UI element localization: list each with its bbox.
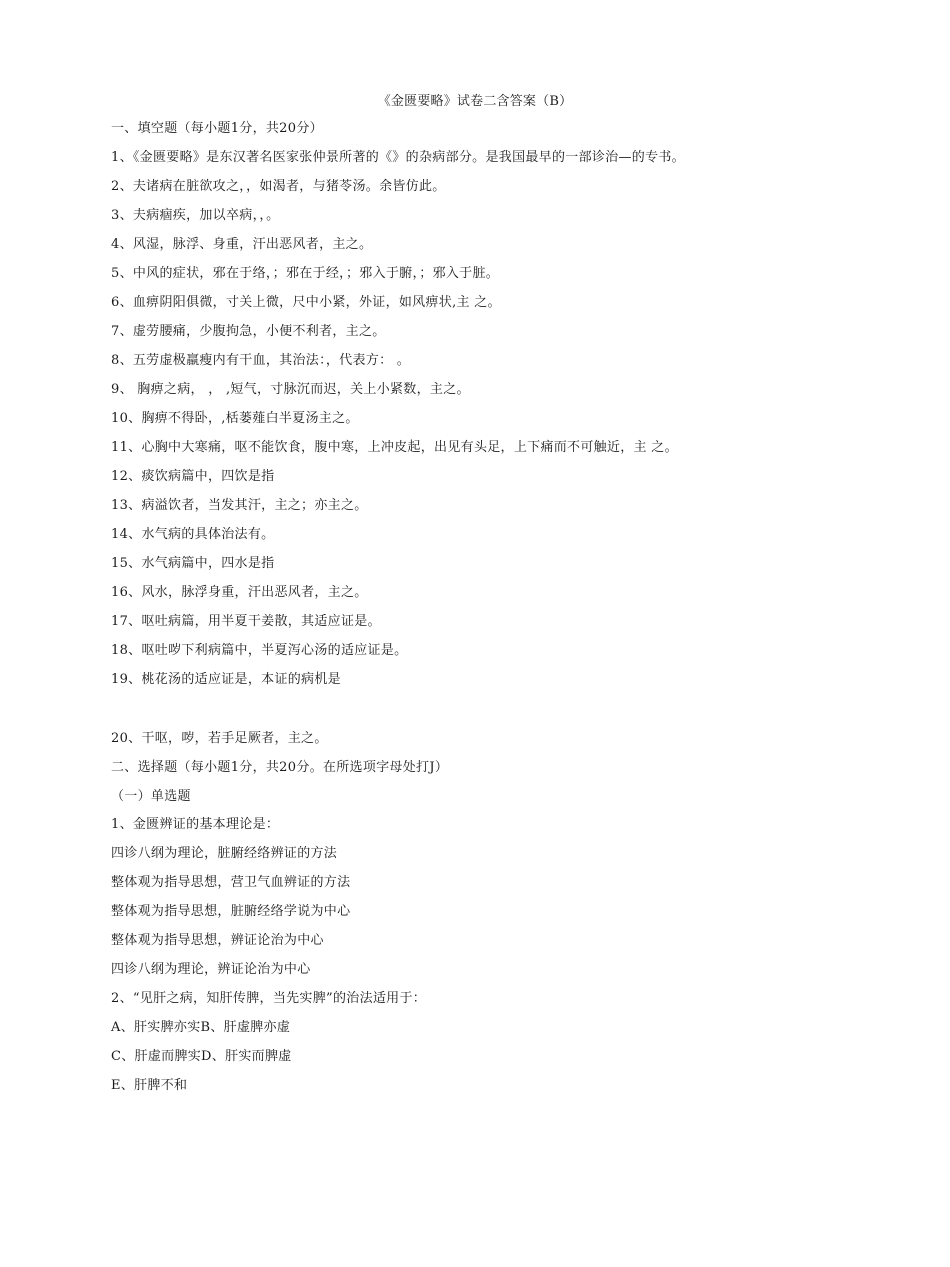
question-item: 14、水气病的具体治法有。	[111, 527, 275, 542]
question-item: 15、水气病篇中，四水是指	[111, 556, 275, 571]
choice-option: 四诊八纲为理论，脏腑经络辨证的方法	[111, 845, 338, 861]
choice-option: A、肝实脾亦实B、肝虚脾亦虚	[111, 1019, 291, 1035]
choice-question: 1、金匮辨证的基本理论是：	[111, 816, 280, 832]
document-body	[111, 119, 911, 1105]
subsection-heading-single-choice: （一）单选题	[111, 789, 191, 804]
choice-option: 整体观为指导思想，脏腑经络学说为中心	[111, 903, 351, 919]
question-item: 16、风水，脉浮身重，汗出恶风者，主之。	[111, 585, 368, 600]
choice-option-list	[111, 844, 911, 989]
question-item: 5、中风的症状，邪在于络，；邪在于经，；邪入于腑，；邪入于脏。	[111, 266, 500, 281]
choice-option: C、肝虚而脾实D、肝实而脾虚	[111, 1048, 292, 1064]
choice-question: 2、“见肝之病，知肝传脾，当先实脾”的治法适用于：	[111, 990, 427, 1006]
choice-option: 整体观为指导思想，辨证论治为中心	[111, 932, 324, 948]
question-item: 6、血痹阴阳俱微，寸关上微，尺中小紧，外证，如风痹状,主 之。	[111, 295, 501, 310]
choice-option: 四诊八纲为理论，辨证论治为中心	[111, 961, 311, 977]
choice-option-list	[111, 1018, 911, 1105]
question-item: 1、《金匮要略》是东汉著名医家张仲景所著的《》的杂病部分。是我国最早的一部诊治—的专书。	[111, 150, 685, 165]
blank-space	[111, 699, 911, 729]
document-title: 《金匮要略》试卷二含答案（B）	[377, 94, 573, 109]
question-item: 3、夫病痼疾，加以卒病，，。	[111, 208, 280, 223]
question-item: 2、夫诸病在脏欲攻之，，如渴者，与猪苓汤。余皆仿此。	[111, 179, 446, 194]
question-item: 12、痰饮病篇中，四饮是指	[111, 469, 275, 484]
question-item: 4、风湿，脉浮、身重，汗出恶风者，主之。	[111, 237, 373, 252]
question-item: 20、干呕，哕，若手足厥者，主之。	[111, 731, 328, 746]
question-item: 18、呕吐哕下利病篇中，半夏泻心汤的适应证是。	[111, 643, 408, 658]
choice-option: 整体观为指导思想，营卫气血辨证的方法	[111, 874, 351, 890]
question-item: 7、虚劳腰痛，少腹拘急，小便不利者，主之。	[111, 324, 386, 339]
question-item: 10、胸痹不得卧，,栝蒌薤白半夏汤主之。	[111, 411, 359, 426]
fill-in-question-list	[111, 148, 911, 758]
section-heading-fill-in: 一、填空题（每小题1分，共20分）	[111, 121, 323, 136]
question-item: 13、病溢饮者，当发其汗，主之；亦主之。	[111, 498, 368, 513]
question-item: 11、心胸中大寒痛，呕不能饮食，腹中寒，上冲皮起，出见有头足，上下痛而不可触近，主 之。	[111, 440, 678, 455]
choice-option: E、肝脾不和	[111, 1077, 188, 1093]
section-heading-multiple-choice: 二、选择题（每小题1分，共20分。在所选项字母处打J）	[111, 760, 449, 775]
question-item: 8、五劳虚极羸瘦内有干血，其治法：，代表方： 。	[111, 353, 411, 368]
question-item: 19、桃花汤的适应证是，本证的病机是	[111, 672, 341, 687]
question-item: 17、呕吐病篇，用半夏干姜散，其适应证是。	[111, 614, 381, 629]
question-item: 9、 胸痹之病， ， ,短气，寸脉沉而迟，关上小紧数，主之。	[111, 382, 470, 397]
